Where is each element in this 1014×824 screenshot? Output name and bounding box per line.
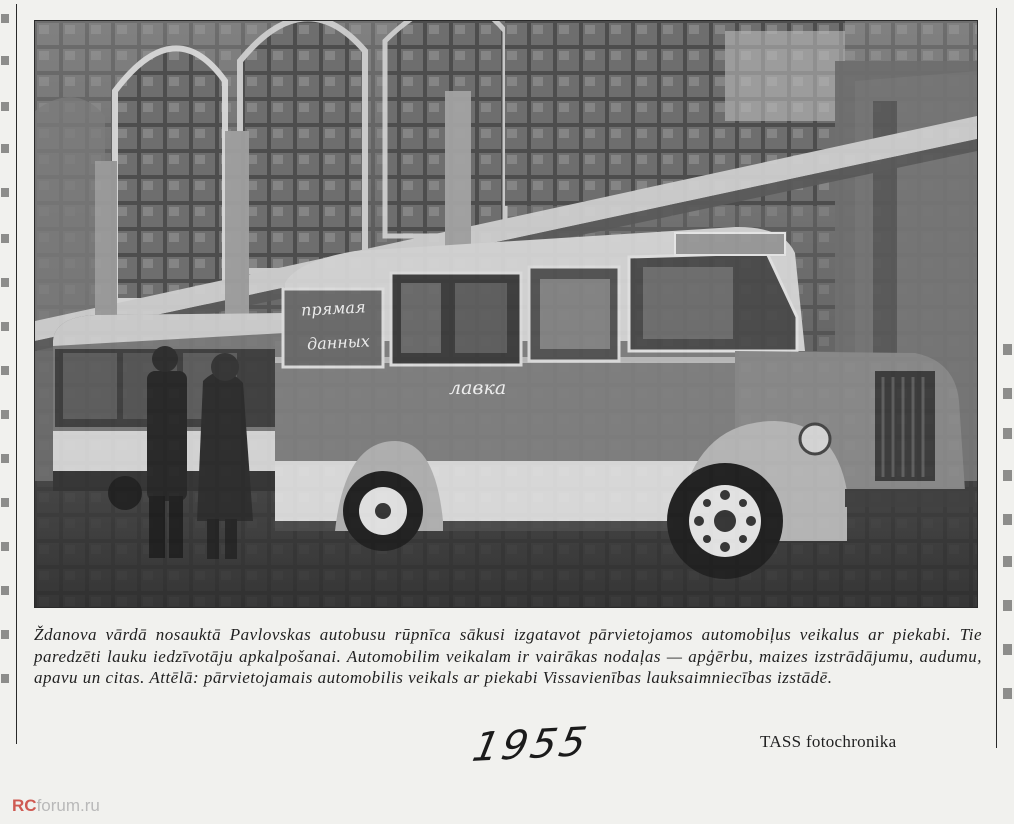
photo-illustration [35,21,977,607]
watermark-brand: RC [12,796,37,815]
photo-caption: Ždanova vārdā nosauktā Pavlovskas autobusu rūpnīca sākusi izgatavot pārvietojamos automobiļus veikalus ar piekabi. Tie paredzēti lauku iedzīvotāju apkalpošanai. Automobilim veikalam ir vairākas nodaļas — apģērbu, maizes izstrādājumu, audumu, apavu un citas. Attēlā: pārvietojamais automobilis veikals ar piekabi Vissavienības lauksaimniecības izstādē. [34,625,982,687]
bus-sign-line1: прямая [300,297,366,320]
bus-shop-photo [34,20,978,608]
watermark [12,796,100,816]
watermark-site: forum.ru [36,796,100,815]
bus-side-text: лавка [449,377,507,399]
left-column-edge [0,4,17,744]
bus-sign-line2: данных [306,331,371,354]
right-column-edge [996,8,1014,748]
photo-credit: TASS fotochronika [760,732,897,751]
handwritten-year: 1955 [468,719,593,771]
